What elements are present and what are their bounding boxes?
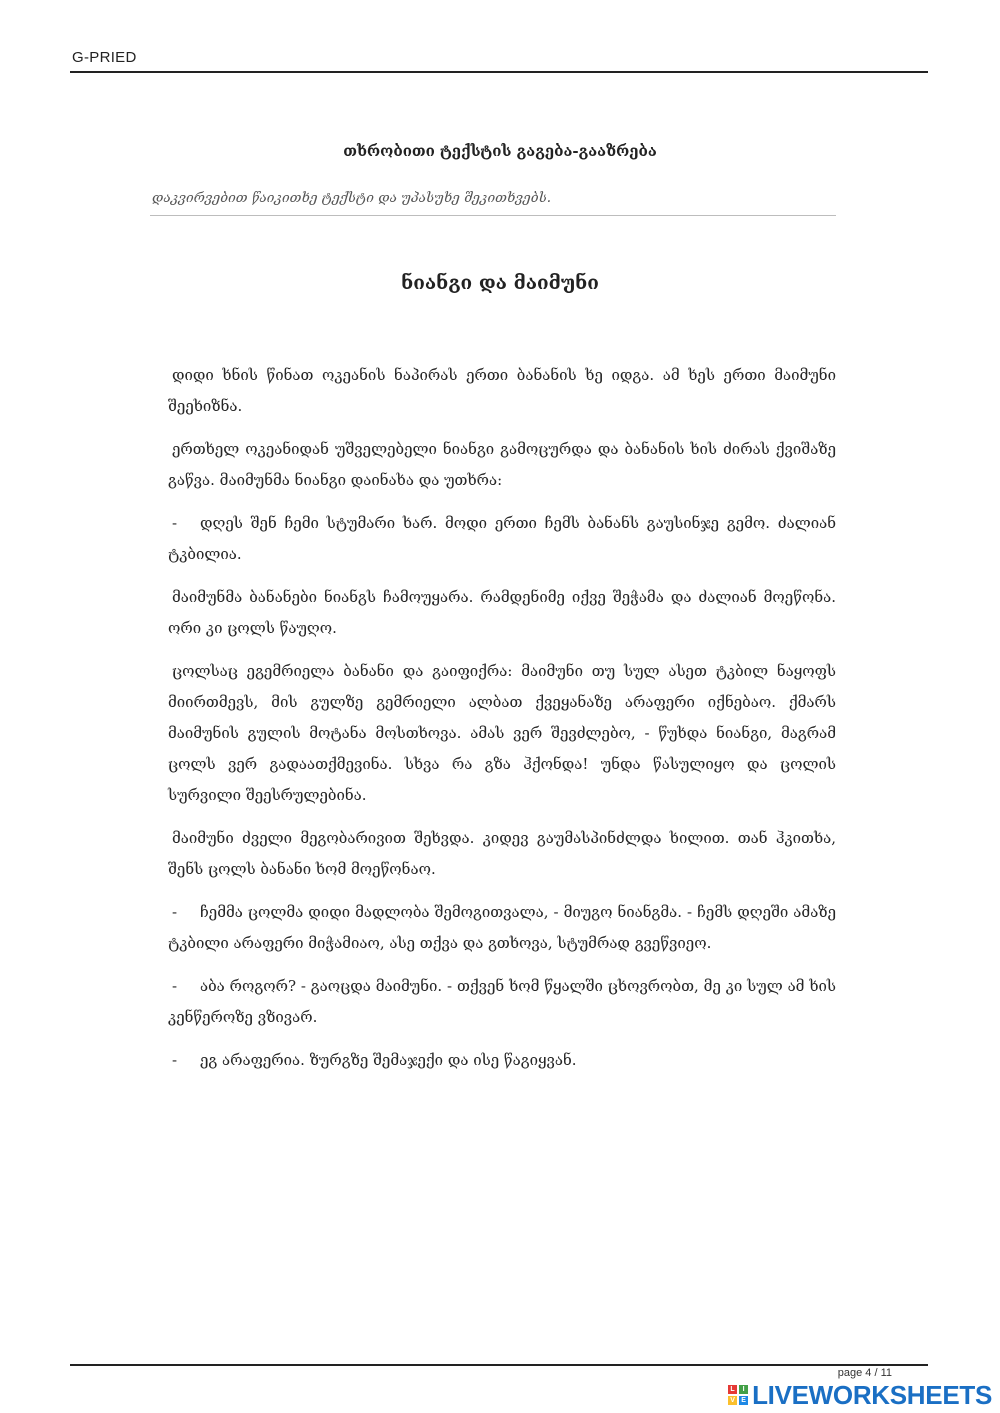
paragraph-text: აბა როგორ? - გაოცდა მაიმუნი. - თქვენ ხომ წყალში ცხოვრობთ, მე კი სულ ამ ხის კენწეროზე ვზივარ.	[168, 977, 836, 1026]
paragraph-text: ეგ არაფერია. ზურგზე შემაჯექი და ისე წაგიყვან.	[200, 1051, 577, 1069]
story-paragraph	[168, 823, 836, 885]
dialog-dash: -	[172, 1051, 178, 1069]
liveworksheets-logo-link[interactable]	[728, 1380, 992, 1410]
dialog-paragraph	[168, 1045, 836, 1076]
dialog-paragraph	[168, 897, 836, 959]
paragraph-text: მაიმუნმა ბანანები ნიანგს ჩამოუყარა. რამდენიმე იქვე შეჭამა და ძალიან მოეწონა. ორი კი ცოლს წაუღო.	[168, 588, 836, 637]
paragraph-text: ცოლსაც ეგემრიელა ბანანი და გაიფიქრა: მაიმუნი თუ სულ ასეთ ტკბილ ნაყოფს მიირთმევს, მის გულზე გემრიელი ალბათ ქვეყანაზე არაფერი იქნებაო. ქმარს მაიმუნის გულის მოტანა მოსთხოვა. ამას ვერ შევძლებო, - წუხდა ნიანგი, მაგრამ ცოლს ვერ გადაათქმევინა. სხვა რა გზა ჰქონდა! უნდა წასულიყო და ცოლის სურვილი შეესრულებინა.	[168, 662, 836, 804]
instruction-text: დაკვირვებით წაიკითხე ტექსტი და უპასუხე შეკითხვებს.	[152, 190, 552, 206]
dialog-paragraph	[168, 971, 836, 1033]
logo-cell: V	[728, 1396, 737, 1405]
story-paragraph	[168, 582, 836, 644]
section-title: თხრობითი ტექსტის გაგება-გააზრება	[343, 142, 657, 160]
story-paragraph	[168, 656, 836, 811]
paragraph-text: დიდი ხნის წინათ ოკეანის ნაპირას ერთი ბანანის ხე იდგა. ამ ხეს ერთი მაიმუნი შეეხიზნა.	[168, 366, 836, 415]
paragraph-text: მაიმუნი ძველი მეგობარივით შეხვდა. კიდევ გაუმასპინძლდა ხილით. თან ჰკითხა, შენს ცოლს ბანანი ხომ მოეწონაო.	[168, 829, 836, 878]
paragraph-text: ჩემმა ცოლმა დიდი მადლობა შემოგითვალა, - მიუგო ნიანგმა. - ჩემს დღეში ამაზე ტკბილი არაფერი მიჭამიაო, ასე თქვა და გთხოვა, სტუმრად გვეწვიეო.	[168, 903, 836, 952]
dialog-dash: -	[172, 514, 178, 532]
story-title: ნიანგი და მაიმუნი	[401, 272, 599, 294]
dialog-dash: -	[172, 977, 178, 995]
instruction-rule	[150, 215, 836, 216]
logo-cell: L	[728, 1385, 737, 1394]
brand-text: LIVEWORKSHEETS	[752, 1380, 992, 1410]
dialog-paragraph	[168, 508, 836, 570]
story-paragraph	[168, 434, 836, 496]
paragraph-text: ერთხელ ოკეანიდან უშველებელი ნიანგი გამოცურდა და ბანანის ხის ძირას ქვიშაზე გაწვა. მაიმუნმა ნიანგი დაინახა და უთხრა:	[168, 440, 836, 489]
dialog-dash: -	[172, 903, 178, 921]
logo-cell: E	[739, 1396, 748, 1405]
header-rule	[70, 71, 928, 73]
footer-rule	[70, 1364, 928, 1366]
header-label: G-PRIED	[72, 49, 137, 66]
page-number: page 4 / 11	[837, 1367, 892, 1379]
liveworksheets-logo-icon	[728, 1385, 748, 1405]
logo-cell: I	[739, 1385, 748, 1394]
paragraph-text: დღეს შენ ჩემი სტუმარი ხარ. მოდი ერთი ჩემს ბანანს გაუსინჯე გემო. ძალიან ტკბილია.	[168, 514, 836, 563]
story-body	[168, 360, 836, 1088]
story-paragraph	[168, 360, 836, 422]
